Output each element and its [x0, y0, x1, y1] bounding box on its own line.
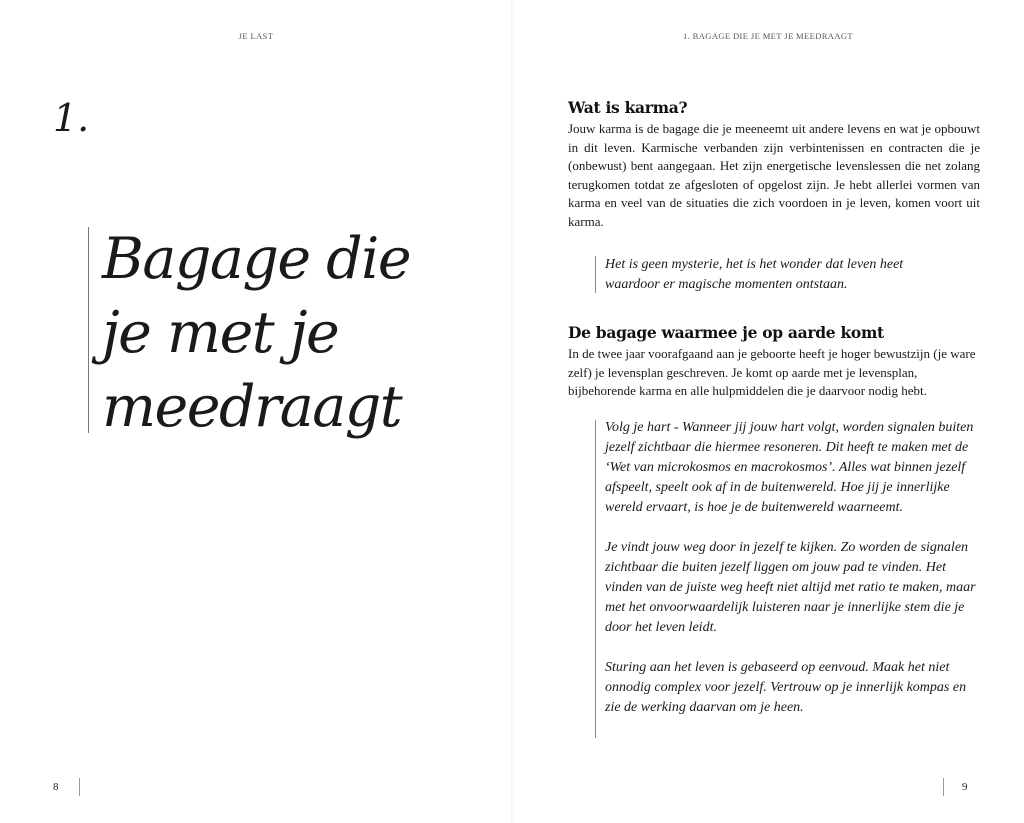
running-head-right: 1. BAGAGE DIE JE MET JE MEEDRAAGT	[682, 31, 854, 41]
running-head-left: JE LAST	[238, 31, 274, 41]
chapter-number: 1.	[53, 96, 90, 140]
pull-quote-2-paragraph-1: Volg je hart - Wanneer jij jouw hart volgt, worden signalen buiten jezelf zichtbaar die hiermee resoneren. Dit heeft te maken met de ‘Wet van microkosmos en macrokosmos’. Alles wat binnen jezelf afspeelt, speelt ook af in de buitenwereld. Hoe jij je innerlijke wereld ervaart, is hoe je de buitenwereld waarneemt.	[605, 420, 974, 515]
section-body-karma: Jouw karma is de bagage die je meeneemt uit andere levens en wat je opbouwt in dit leven. Karmische verbanden zijn verbintenissen en contracten die je (onbewust) bent aangegaan. Het zijn energetische levenslessen die net zolang terugkomen totdat ze afgesloten of opgelost zijn. Je hebt allerlei vormen van karma en veel van de situaties die zich voordoen in je leven, komen voort uit karma.	[568, 121, 980, 229]
quote-rule-1	[595, 256, 596, 293]
folio-right: 9	[962, 781, 968, 793]
pull-quote-2-paragraph-3: Sturing aan het leven is gebaseerd op eenvoud. Maak het niet onnodig complex voor jezelf. Vertrouw op je innerlijk kompas en zie de werking daarvan om je heen.	[605, 660, 967, 715]
quote-rule-2	[595, 420, 596, 738]
chapter-title	[102, 222, 482, 444]
chapter-title-line-1: Bagage die	[102, 226, 411, 292]
folio-rule-left	[79, 778, 80, 796]
right-page	[512, 0, 1024, 823]
pull-quote-1-line-1: Het is geen mysterie, het is het wonder dat leven heet	[605, 257, 904, 272]
section-heading-karma: Wat is karma?	[568, 98, 688, 117]
pull-quote-1	[605, 255, 977, 295]
pull-quote-2-paragraph-2: Je vindt jouw weg door in jezelf te kijken. Zo worden de signalen zichtbaar die buiten jezelf liggen om jouw pad te vinden. Het vinden van de juiste weg heeft niet altijd met ratio te maken, maar met het onvoorwaardelijk luisteren naar je innerlijke stem die je door het leven leidt.	[605, 540, 976, 635]
chapter-title-line-2: je met je	[102, 300, 339, 366]
section-heading-bagage: De bagage waarmee je op aarde komt	[568, 323, 884, 342]
section-body-bagage: In de twee jaar voorafgaand aan je geboorte heeft je hoger bewustzijn (je ware zelf) je levensplan geschreven. Je komt op aarde met je levensplan, bijbehorende karma en alle hulpmiddelen die je daarvoor nodig hebt.	[568, 346, 976, 399]
folio-left: 8	[53, 781, 59, 793]
chapter-title-rule	[88, 227, 89, 433]
chapter-title-line-3: meedraagt	[102, 374, 402, 440]
pull-quote-1-line-2: waardoor er magische momenten ontstaan.	[605, 277, 848, 292]
folio-rule-right	[943, 778, 944, 796]
pull-quote-2	[605, 418, 977, 718]
